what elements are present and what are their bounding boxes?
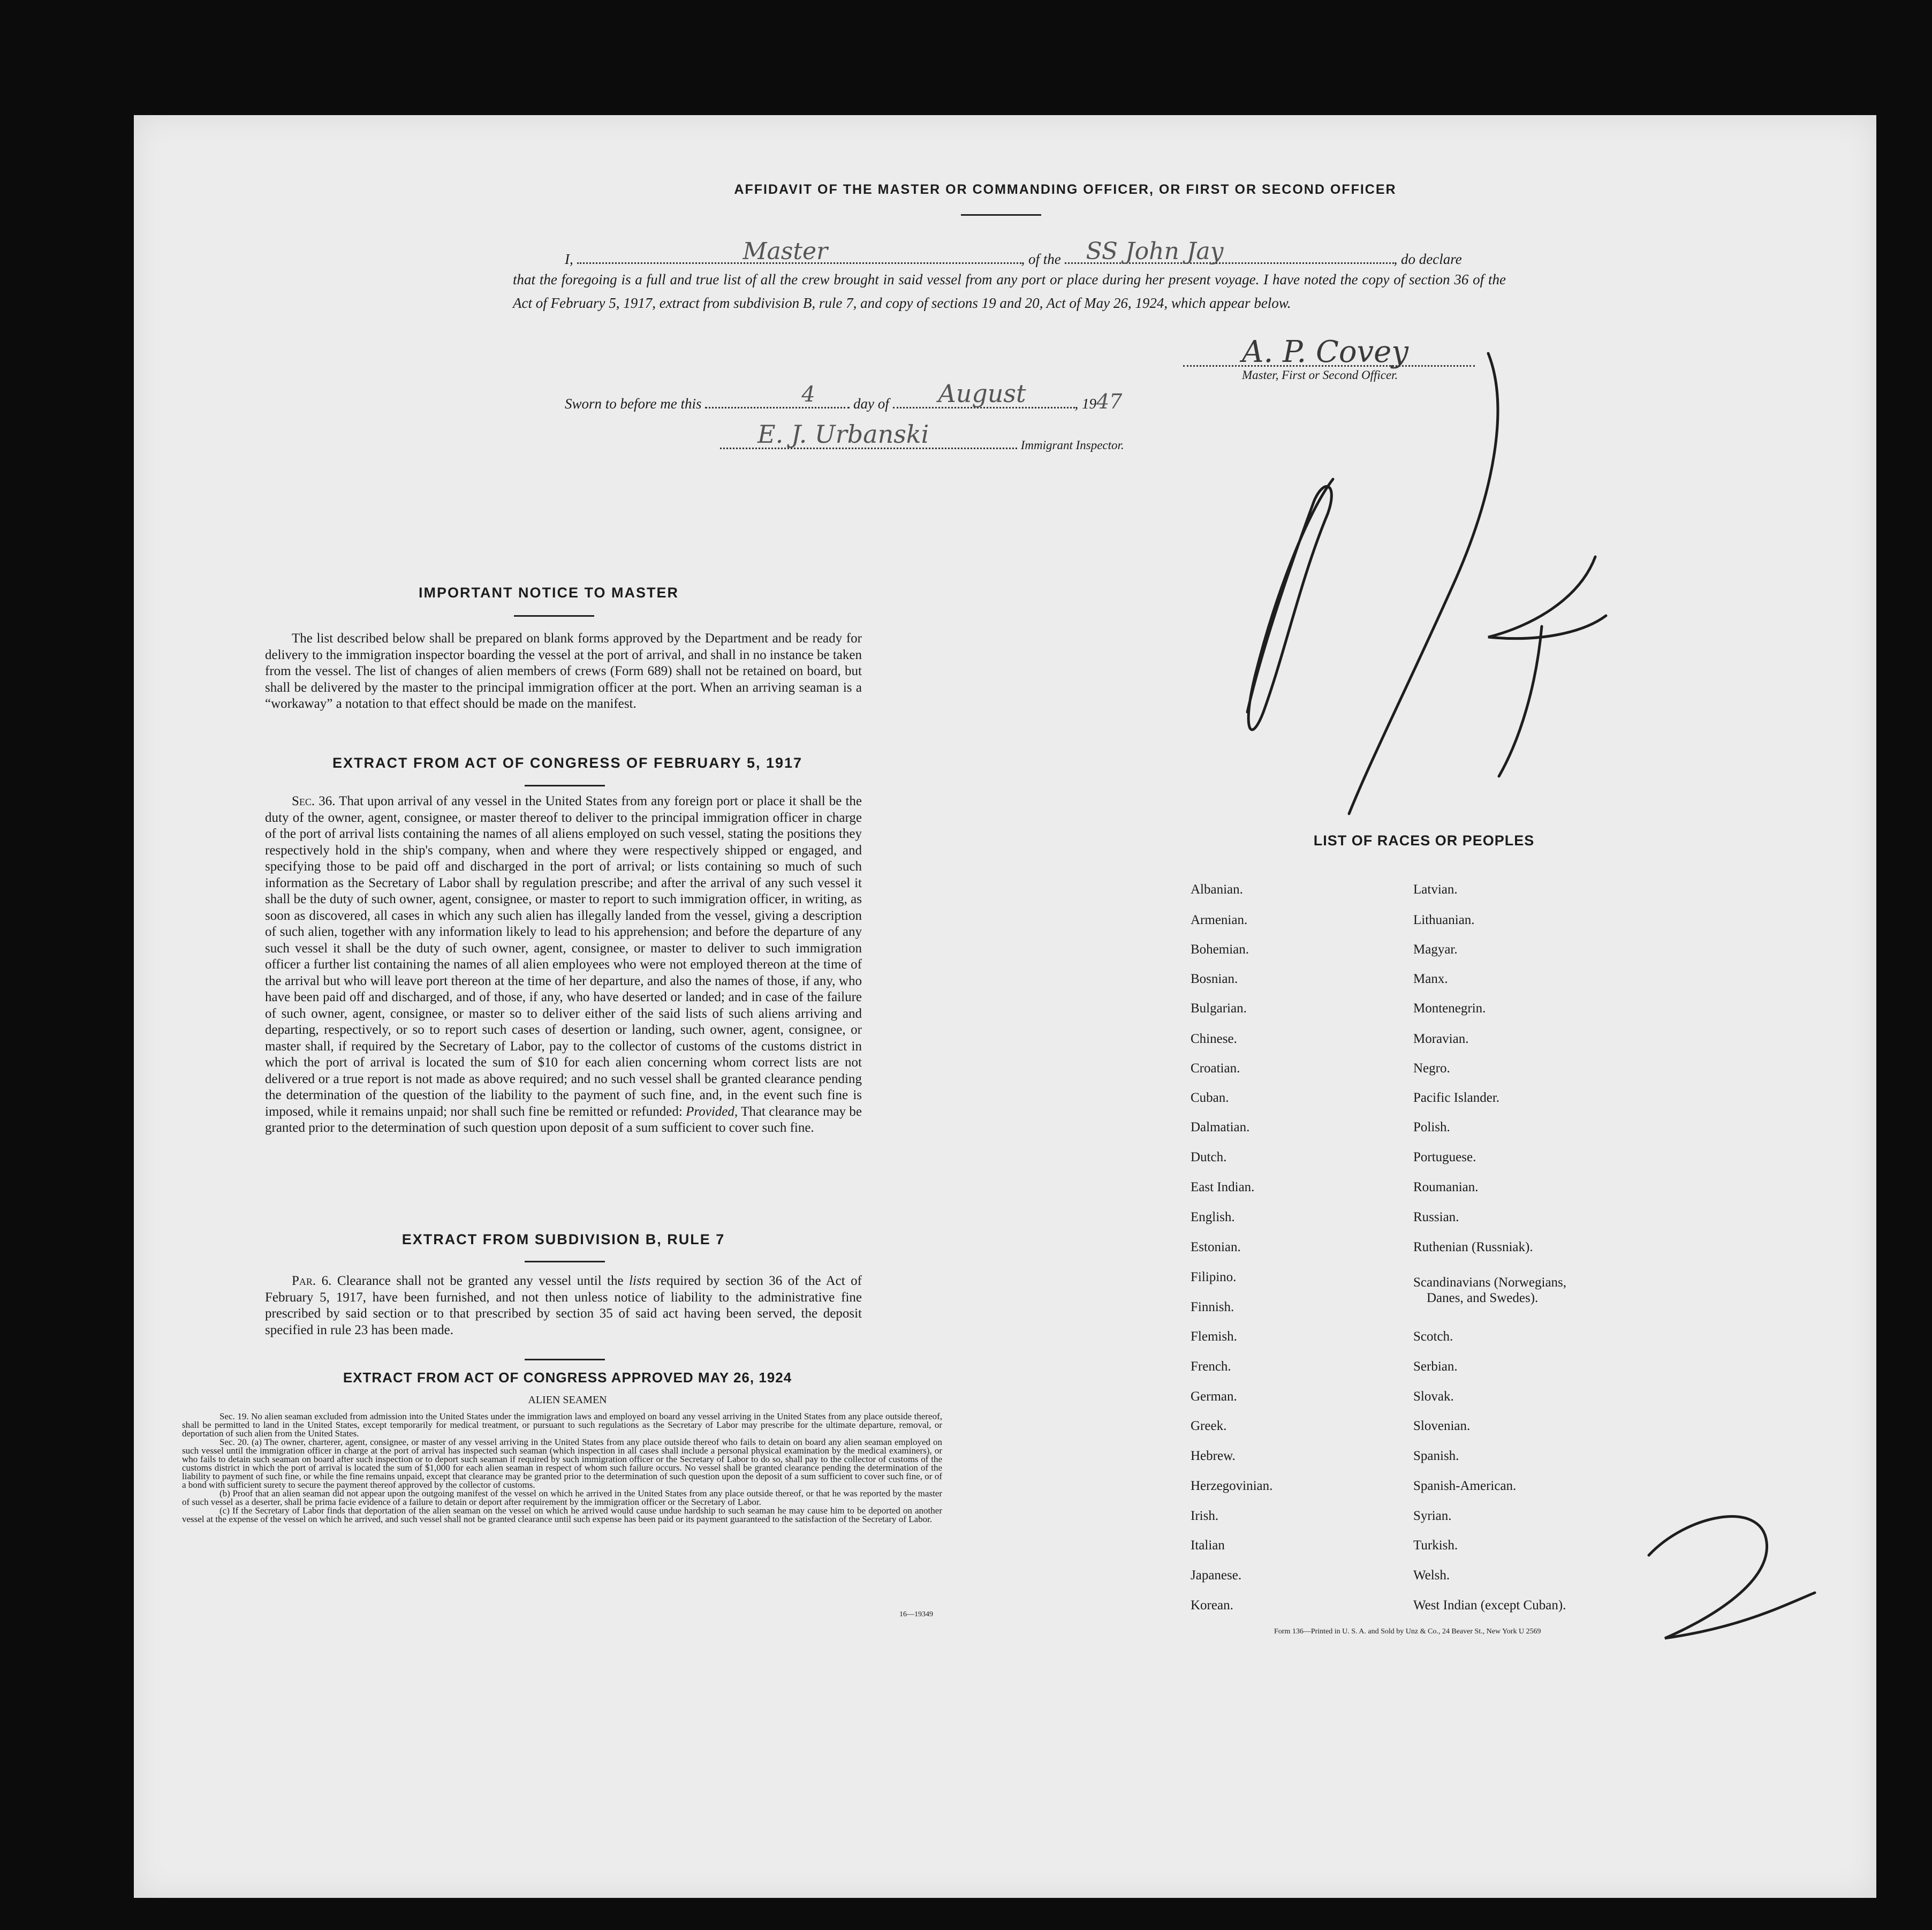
race-item: Serbian. [1413, 1359, 1458, 1374]
race-item: French. [1191, 1359, 1231, 1374]
handwritten-year: 47 [1096, 390, 1123, 413]
race-item: Dutch. [1191, 1150, 1227, 1164]
subdivision-rule [525, 1261, 605, 1262]
race-item: Bosnian. [1191, 972, 1238, 986]
race-item: Portuguese. [1413, 1150, 1476, 1164]
signature-caption: Master, First or Second Officer. [1242, 368, 1398, 382]
race-item: Bulgarian. [1191, 1001, 1247, 1016]
handwritten-day: 4 [801, 382, 815, 407]
race-item: Hebrew. [1191, 1449, 1236, 1463]
race-item: Bohemian. [1191, 942, 1249, 957]
affidavit-body: that the foregoing is a full and true list of all the crew brought in said vessel from any port or place during her present voyage. I have noted the copy of section 36 of the Act of February 5, 1917, extract from subdivision B, rule 7, and copy of sections 19 and 20, Act of May 26, 1924, which appear below. [513, 271, 1506, 311]
race-item: Japanese. [1191, 1568, 1242, 1583]
race-item: Slovenian. [1413, 1419, 1471, 1433]
form-footer: Form 136—Printed in U. S. A. and Sold by Unz & Co., 24 Beaver St., New York U 2569 [1274, 1628, 1541, 1636]
race-item: Negro. [1413, 1061, 1450, 1076]
race-item: Armenian. [1191, 913, 1248, 927]
race-item: Flemish. [1191, 1329, 1237, 1344]
handwritten-vessel: SS John Jay [1086, 238, 1224, 265]
inspector-line: E. J. Urbanski Immigrant Inspector. [720, 434, 1124, 453]
race-item: Cuban. [1191, 1091, 1229, 1105]
race-item: Danes, and Swedes). [1427, 1291, 1539, 1305]
race-item: Finnish. [1191, 1300, 1234, 1314]
subdivision-end-rule [525, 1359, 605, 1360]
race-item: Scotch. [1413, 1329, 1453, 1344]
extract-1917-body: Sec. 36. That upon arrival of any vessel in the United States from any foreign port or place it shall be the duty of the owner, agent, consignee, or master thereof to deliver to the principal immigration officer in charge of the port of arrival lists containing the names of all aliens employed on such vessel, stating the positions they respectively hold in the ship's company, when and where they were respectively shipped or engaged, and specifying those to be paid off and discharged in the port of arrival; or lists containing so much of such information as the Secretary of Labor shall by regulation prescribe; and after the arrival of any such vessel it shall be the duty of such owner, agent, consignee, or master to report to such immigration officer, in writing, as soon as discovered, all cases in which any such alien has illegally landed from the vessel, giving a description of such alien, together with any information likely to lead to his apprehension; and before the departure of any such vessel it shall be the duty of such owner, agent, consignee, or master to deliver to such immigration officer a further list containing the names of all alien employees who were not employed thereon at the time of the arrival but who will leave port thereon at the time of her departure, and also the names of those, if any, who have been paid off and discharged, and of those, if any, who have deserted or landed; and in case of the failure of such owner, agent, consignee, or master so to deliver either of the said lists of such aliens arriving and departing, respectively, or so to report such cases of desertion or landing, such owner, agent, consignee, or master shall, if required by the Secretary of Labor, pay to the collector of customs of the customs district in which the port of arrival is located the sum of $10 for each alien concerning whom correct lists are not delivered or a true report is not made as above required; and no such vessel shall be granted clearance pending the determination of the question of the liability to the payment of such fine, and, in the event such fine is imposed, while it remains unpaid; nor shall such fine be remitted or refunded: Provided, That clearance may be granted prior to the determination of such question upon deposit of a sum sufficient to cover such fine. [265, 794, 862, 1135]
subdivision-body: Par. 6. Clearance shall not be granted any vessel until the lists required by section 36 of the Act of February 5, 1917, have been furnished, and not then unless notice of liability to the administrative fine prescribed by said section or to that prescribed by section 35 of said act having been served, the deposit specified in rule 23 has been made. [265, 1274, 862, 1337]
race-item: Polish. [1413, 1120, 1450, 1134]
race-item: Lithuanian. [1413, 913, 1475, 927]
race-item: Ruthenian (Russniak). [1413, 1240, 1533, 1254]
races-title: LIST OF RACES OR PEOPLES [1313, 832, 1535, 849]
race-item: Chinese. [1191, 1032, 1237, 1046]
affidavit-title: AFFIDAVIT OF THE MASTER OR COMMANDING OFFICER, OR FIRST OR SECOND OFFICER [734, 182, 1397, 197]
race-item: Manx. [1413, 972, 1448, 986]
race-item: Russian. [1413, 1210, 1459, 1224]
notice-title: IMPORTANT NOTICE TO MASTER [419, 585, 679, 601]
race-item: German. [1191, 1389, 1237, 1404]
race-item: Herzegovinian. [1191, 1479, 1273, 1493]
affidavit-line-1: I, Master , of the SS John Jay , do declare [565, 238, 1462, 267]
sworn-line: Sworn to before me this 4 day of August , 1947 [565, 379, 1123, 413]
race-item: Slovak. [1413, 1389, 1454, 1404]
notice-body: The list described below shall be prepared on blank forms approved by the Department and be ready for delivery to the immigration inspector boarding the vessel at the port of arrival, and shall in no instance be taken from the vessel. The list of changes of alien members of crews (Form 689) shall not be retained on board, but shall be delivered by the master to the principal immigration officer at the port. When an arriving seaman is a “workaway” a notation to that effect should be made on the manifest. [265, 631, 862, 711]
race-item: Albanian. [1191, 882, 1243, 897]
race-item: Spanish-American. [1413, 1479, 1517, 1493]
inspector-signature: E. J. Urbanski [757, 420, 929, 449]
race-item: East Indian. [1191, 1180, 1255, 1194]
race-item: Irish. [1191, 1509, 1219, 1523]
race-item: Korean. [1191, 1598, 1233, 1613]
race-item: Spanish. [1413, 1449, 1459, 1463]
extract-1917-title: EXTRACT FROM ACT OF CONGRESS OF FEBRUARY 5, 1917 [332, 755, 803, 771]
race-item: Montenegrin. [1413, 1001, 1486, 1016]
race-item: Roumanian. [1413, 1180, 1479, 1194]
handwritten-master: Master [743, 238, 828, 265]
handwritten-month: August [938, 379, 1026, 408]
race-item: Moravian. [1413, 1032, 1469, 1046]
race-item: English. [1191, 1210, 1235, 1224]
race-item: Croatian. [1191, 1061, 1240, 1076]
race-item: Estonian. [1191, 1240, 1241, 1254]
race-item: Latvian. [1413, 882, 1458, 897]
race-item: Welsh. [1413, 1568, 1450, 1583]
notice-rule [514, 615, 594, 617]
race-item: Italian [1191, 1538, 1225, 1553]
extract-1917-rule [525, 785, 605, 786]
race-item: Pacific Islander. [1413, 1091, 1500, 1105]
extract-1924-title: EXTRACT FROM ACT OF CONGRESS APPROVED MAY 26, 1924 [343, 1369, 792, 1386]
race-item: Filipino. [1191, 1270, 1237, 1284]
race-item: Turkish. [1413, 1538, 1458, 1553]
master-signature: A. P. Covey [1242, 335, 1408, 369]
alien-seamen-subtitle: ALIEN SEAMEN [528, 1394, 607, 1406]
race-item: Scandinavians (Norwegians, [1413, 1275, 1567, 1290]
race-item: West Indian (except Cuban). [1413, 1598, 1566, 1613]
race-item: Dalmatian. [1191, 1120, 1250, 1134]
race-item: Syrian. [1413, 1509, 1452, 1523]
race-item: Greek. [1191, 1419, 1227, 1433]
extract-1924-body: Sec. 19. No alien seaman excluded from admission into the United States under the immigration laws and employed on board any vessel arriving in the United States from any place outside thereof, shall be permitted to land in the United States, except temporarily for medical treatment, or pursuant to such regulations as the Secretary of Labor may prescribe for the ultimate departure, removal, or deportation of such alien from the United States. Sec. 20. (a) The owner, charterer, agent, consignee, or master of any vessel arriving in the United States from any place outside thereof who fails to detain on board any alien seaman employed on such vessel until the immigration officer in charge at the port of arrival has inspected such seaman (which inspection in all cases shall include a personal physical examination by the medical examiners), or who fails to detain such seaman on board after such inspection or to deport such seaman if required by such immigration officer or the Secretary of Labor to do so, shall pay to the collector of customs of the customs district in which the port of arrival is located the sum of $1,000 for each alien seaman in respect of whom such failure occurs. No vessel shall be granted clearance pending the determination of the liability to payment of such fine, or while the fine remains unpaid, except that clearance may be granted prior to the determination of such question upon the deposit of a sum sufficient to cover such fine, or of a bond with sufficient surety to secure the payment thereof approved by the collector of customs. (b) Proof that an alien seaman did not appear upon the outgoing manifest of the vessel on which he arrived in the United States from any place outside thereof, or that he was reported by the master of such vessel as a deserter, shall be prima facie evidence of a failure to detain or deport after requirement by the immigration officer or the Secretary of Labor. (c) If the Secretary of Labor finds that deportation of the alien seaman on the vessel on which he arrived would cause undue hardship to such seaman he may cause him to be deported on another vessel at the expense of the vessel on which he arrived, and such vessel shall not be granted clearance until such expense has been paid or its payment guaranteed to the satisfaction of the Secretary of Labor. [182, 1411, 942, 1524]
subdivision-title: EXTRACT FROM SUBDIVISION B, RULE 7 [401, 1231, 725, 1247]
form-code: 16—19349 [899, 1610, 933, 1618]
race-item: Magyar. [1413, 942, 1458, 957]
